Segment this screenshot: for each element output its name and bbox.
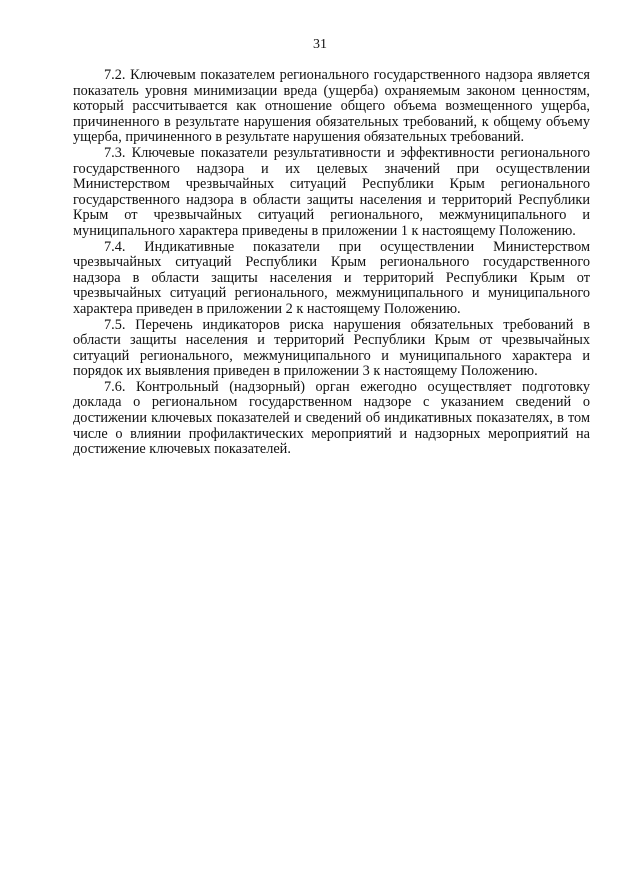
paragraph-7-2: 7.2. Ключевым показателем регионального государственного надзора является показатель уровня минимизации вреда (ущерба) охраняемым законом ценностям, который рассчитывается как отношение общего объема возмещенного ущерба, причиненного в результате нарушения обязательных требований, к общему объему ущерба, причиненного в результате нарушения обязательных требований. [73,67,590,146]
page-number: 31 [313,37,327,52]
paragraph-7-3: 7.3. Ключевые показатели результативности и эффективности регионального государственного надзора и их целевых значений при осуществлении Министерством чрезвычайных ситуаций Республики Крым регионального государственного надзора в области защиты населения и территорий Республики Крым от чрезвычайных ситуаций регионального, межмуниципального и муниципального характера приведены в приложении 1 к настоящему Положению. [73,144,590,239]
paragraph-7-4: 7.4. Индикативные показатели при осуществлении Министерством чрезвычайных ситуаций Республики Крым регионального государственного надзора в области защиты населения и территорий Республики Крым от чрезвычайных ситуаций регионального, межмуниципального и муниципального характера приведен в приложении 2 к настоящему Положению. [73,238,590,317]
document-body [73,68,590,458]
paragraph-7-6: 7.6. Контрольный (надзорный) орган ежегодно осуществляет подготовку доклада о региональном государственном надзоре с указанием сведений о достижении ключевых показателей и сведений об индикативных показателях, в том числе о влиянии профилактических мероприятий и надзорных мероприятий на достижение ключевых показателей. [73,378,590,458]
paragraph-7-5: 7.5. Перечень индикаторов риска нарушения обязательных требований в области защиты населения и территорий Республики Крым от чрезвычайных ситуаций регионального, межмуниципального и муниципального характера и порядок их выявления приведен в приложении 3 к настоящему Положению. [73,316,590,380]
